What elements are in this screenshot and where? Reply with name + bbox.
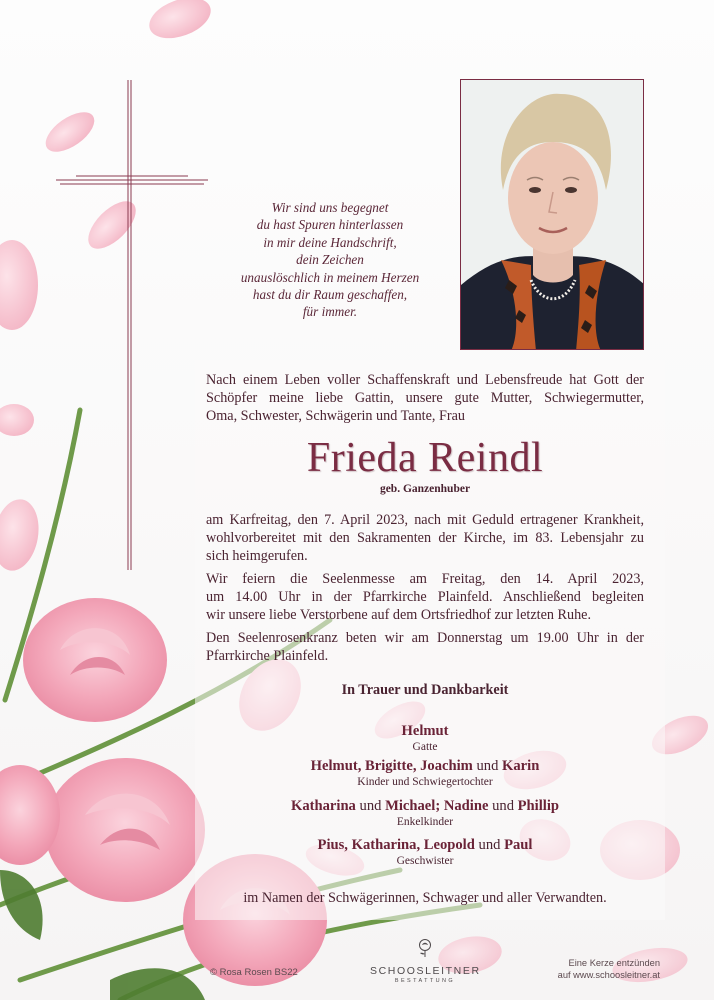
poem-line: für immer.: [302, 304, 358, 320]
sibling-name: Pius: [317, 837, 345, 853]
family-spouse: [206, 722, 644, 754]
and-word: und: [359, 798, 382, 814]
mourning-line: In Trauer und Dankbarkeit: [341, 682, 509, 698]
child-name: Helmut: [310, 758, 358, 774]
grandchild-name: Katharina: [290, 798, 356, 814]
child-name: Joachim: [420, 758, 473, 774]
deceased-name: Frieda Reindl: [306, 435, 544, 481]
rose-logo-icon: [416, 938, 434, 958]
mass-paragraph: [206, 570, 644, 624]
and-word: und: [478, 837, 501, 853]
child-name: Brigitte: [365, 758, 413, 774]
intro-line: Nach einem Leben voller Schaffenskraft und Lebensfreude hat Gott der: [206, 372, 644, 388]
death-line: am Karfreitag, den 7. April 2023, nach mit Geduld ertragener Krankheit,: [206, 512, 644, 528]
and-word: und: [492, 798, 514, 814]
logo-name: SCHOOSLEITNER: [370, 965, 481, 977]
poem-line: unauslöschlich in meinem Herzen: [240, 269, 420, 285]
mass-line: wir unsere liebe Verstorbene auf dem Ortsfriedhof zur letzten Ruhe.: [206, 607, 592, 623]
family-siblings: Pius, Katharina, Leopold und Paul Geschwister: [206, 836, 644, 868]
closing-line: im Namen der Schwägerinnen, Schwager und aller Verwandten.: [243, 890, 607, 906]
sibling-name: Katharina: [351, 837, 417, 853]
poem-line: dein Zeichen: [296, 252, 364, 268]
mass-line: Wir feiern die Seelenmesse am Freitag, den 14. April 2023,: [206, 571, 644, 587]
death-paragraph: [206, 511, 644, 565]
portrait-image: [461, 80, 644, 350]
candle-line: Eine Kerze entzünden: [568, 958, 660, 968]
funeral-home-logo: [370, 938, 480, 984]
poem-line: du hast Spuren hinterlassen: [256, 217, 404, 233]
spouse-relation: Gatte: [412, 741, 438, 753]
poem-line: in mir deine Handschrift,: [263, 234, 397, 250]
family-grandchildren: [206, 797, 644, 829]
children-relation: Kinder und Schwiegertochter: [357, 776, 493, 788]
spouse-name: Helmut: [401, 723, 449, 739]
mass-line: um 14.00 Uhr in der Pfarrkirche Plainfeld. Anschließend begleiten: [206, 589, 644, 605]
maiden-name: geb. Ganzenhuber: [379, 483, 471, 495]
portrait-photo: [460, 79, 644, 350]
rosary-paragraph: [206, 629, 644, 665]
grandchild-name: Michael; Nadine: [385, 798, 489, 814]
and-word: und: [476, 758, 499, 774]
poem-line: hast du dir Raum geschaffen,: [252, 287, 408, 303]
death-line: sich heimgerufen.: [206, 548, 308, 564]
child-name: Karin: [502, 758, 540, 774]
poem-line: Wir sind uns begegnet: [271, 200, 389, 215]
candle-url[interactable]: auf www.schoosleitner.at: [557, 970, 660, 980]
candle-link[interactable]: [520, 957, 660, 981]
siblings-relation: Geschwister: [396, 855, 454, 867]
death-line: wohlvorbereitet mit den Sakramenten der Kirche, im 83. Lebensjahr zu: [206, 530, 644, 546]
family-children: Helmut, Brigitte, Joachim und Karin Kinder und Schwiegertochter: [206, 757, 644, 789]
intro-line: Schöpfer meine liebe Gattin, unsere gute Mutter, Schwiegermutter,: [206, 389, 644, 406]
sibling-name: Paul: [504, 837, 533, 853]
rosary-line: Den Seelenrosenkranz beten wir am Donnerstag um 19.00 Uhr in der: [206, 630, 644, 646]
copyright-text: © Rosa Rosen BS22: [210, 967, 298, 978]
sibling-name: Leopold: [423, 837, 475, 853]
intro-paragraph: [206, 372, 644, 425]
memorial-poem: [210, 199, 450, 321]
logo-subtitle: BESTATTUNG: [394, 978, 456, 984]
intro-line: Oma, Schwester, Schwägerin und Tante, Frau: [206, 407, 466, 424]
grandchild-name: Phillip: [517, 798, 560, 814]
grandchildren-relation: Enkelkinder: [396, 816, 454, 828]
rosary-line: Pfarrkirche Plainfeld.: [206, 648, 329, 664]
cross-icon: [56, 80, 208, 570]
